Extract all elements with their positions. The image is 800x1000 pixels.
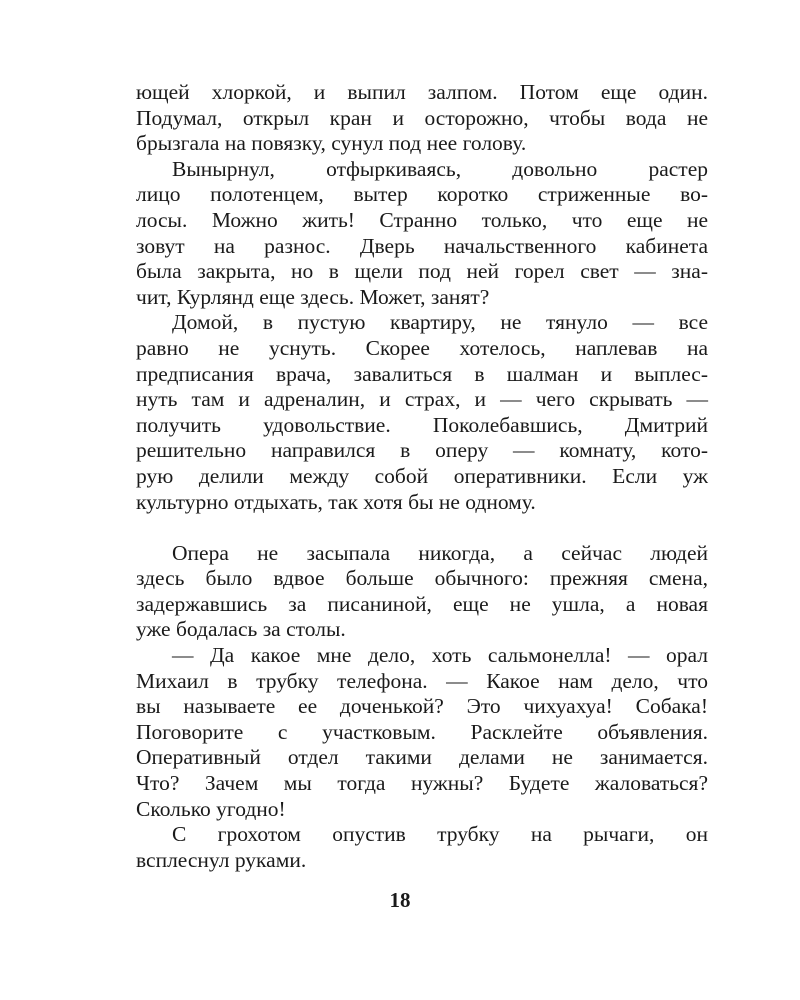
- text-line: Оперативный отдел такими делами не занимается.: [136, 745, 708, 770]
- page-text: [136, 80, 708, 873]
- text-line: рую делили между собой оперативники. Если уж: [136, 463, 708, 488]
- text-line: была закрыта, но в щели под ней горел свет — зна-: [136, 259, 708, 284]
- text-line: лосы. Можно жить! Странно только, что еще не: [136, 207, 708, 232]
- text-line: Вынырнул, отфыркиваясь, довольно растер: [172, 156, 708, 181]
- text-line: Михаил в трубку телефона. — Какое нам дело, что: [136, 668, 708, 693]
- text-line: всплеснул руками.: [136, 847, 307, 872]
- text-line: зовут на разнос. Дверь начальственного кабинета: [136, 233, 708, 258]
- page-number: 18: [389, 888, 411, 912]
- text-line: здесь было вдвое больше обычного: прежняя смена,: [136, 566, 708, 591]
- text-line: решительно направился в оперу — комнату, кото-: [136, 438, 708, 463]
- paragraph: [136, 822, 708, 873]
- text-line: Домой, в пустую квартиру, не тянуло — все: [172, 310, 708, 335]
- text-line: вы называете ее доченькой? Это чихуахуа! Собака!: [136, 694, 708, 719]
- text-line: предписания врача, завалиться в шалман и выплес-: [136, 361, 708, 386]
- text-line: культурно отдыхать, так хотя бы не одному.: [136, 489, 536, 514]
- text-line: — Да какое мне дело, хоть сальмонелла! — орал: [172, 643, 708, 668]
- text-line: задержавшись за писаниной, еще не ушла, а новая: [136, 591, 708, 616]
- text-line: Подумал, открыл кран и осторожно, чтобы вода не: [136, 105, 708, 130]
- text-line: брызгала на повязку, сунул под нее голову.: [136, 131, 527, 156]
- paragraph: [136, 157, 708, 311]
- text-line: равно не уснуть. Скорее хотелось, наплевав на: [136, 335, 708, 360]
- text-line: Поговорите с участковым. Расклейте объявления.: [136, 719, 708, 744]
- text-line: Сколько угодно!: [136, 796, 286, 821]
- section-break: [136, 515, 708, 541]
- paragraph: [136, 541, 708, 643]
- paragraph: [136, 80, 708, 157]
- text-line: Опера не засыпала никогда, а сейчас людей: [172, 540, 708, 565]
- text-line: чит, Курлянд еще здесь. Может, занят?: [136, 284, 490, 309]
- text-line: нуть там и адреналин, и страх, и — чего скрывать —: [136, 387, 708, 412]
- text-line: получить удовольствие. Поколебавшись, Дмитрий: [136, 412, 708, 437]
- text-line: С грохотом опустив трубку на рычаги, он: [172, 822, 708, 847]
- paragraph: [136, 643, 708, 822]
- text-line: Что? Зачем мы тогда нужны? Будете жаловаться?: [136, 771, 708, 796]
- text-line: ющей хлоркой, и выпил залпом. Потом еще один.: [136, 80, 708, 104]
- paragraph: [136, 310, 708, 515]
- text-line: уже бодалась за столы.: [136, 617, 346, 642]
- text-line: лицо полотенцем, вытер коротко стриженные во-: [136, 182, 708, 207]
